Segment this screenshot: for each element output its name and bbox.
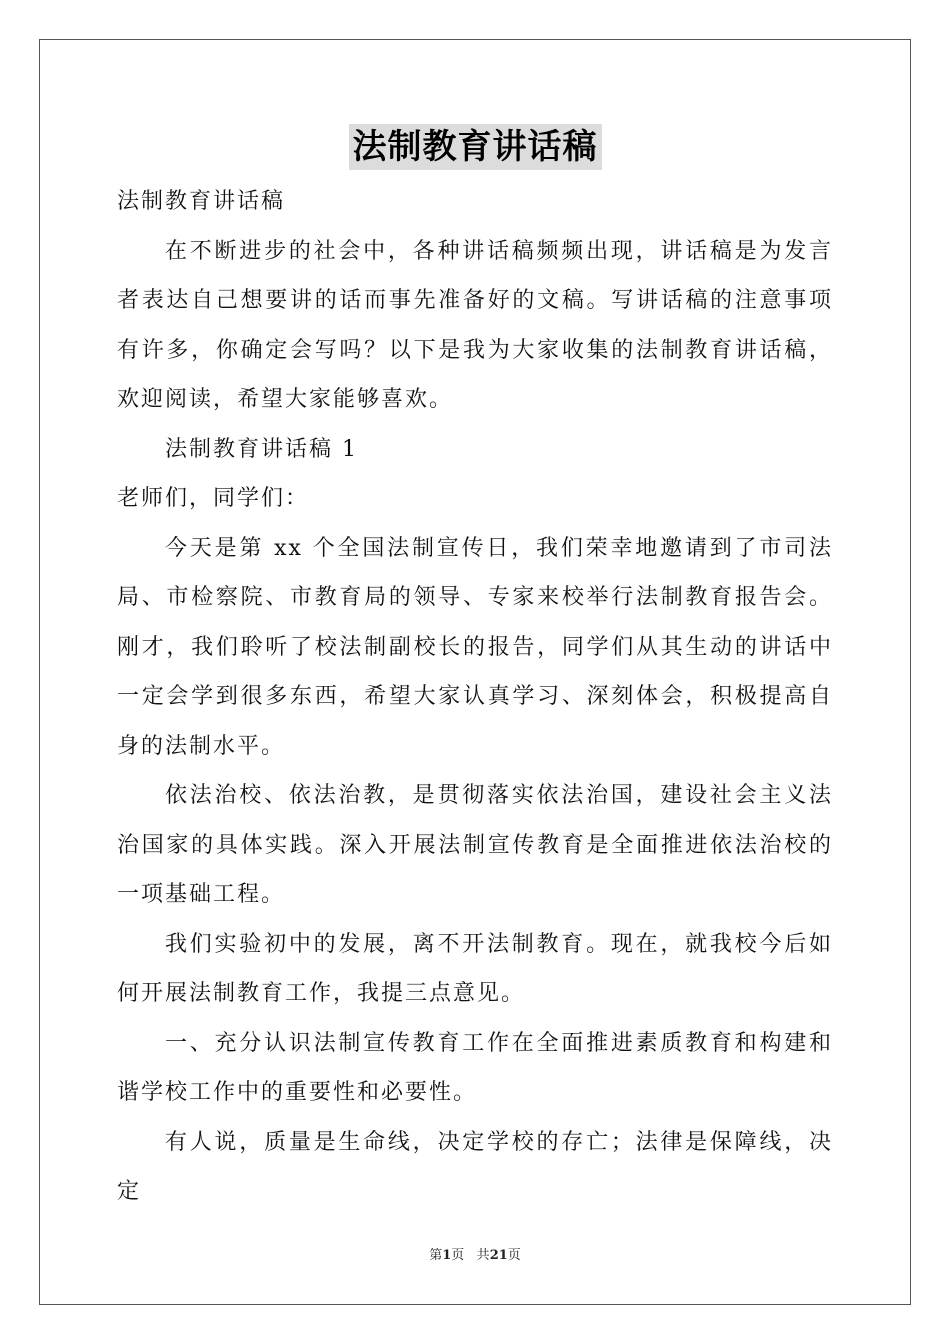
paragraph: 我们实验初中的发展，离不开法制教育。现在，就我校今后如何开展法制教育工作，我提三点意见。 (117, 931, 833, 1006)
total-pages: 21 (489, 1248, 508, 1263)
title-container (0, 124, 950, 170)
document-body (117, 177, 833, 1217)
page-prefix: 第 (429, 1248, 443, 1263)
paragraph: 一、充分认识法制宣传教育工作在全面推进素质教育和构建和谐学校工作中的重要性和必要性。 (117, 1030, 833, 1105)
page-suffix: 页 (451, 1248, 465, 1263)
paragraph: 老师们，同学们： (117, 486, 310, 511)
paragraph: 在不断进步的社会中，各种讲话稿频频出现，讲话稿是为发言者表达自己想要讲的话而事先准备好的文稿。写讲话稿的注意事项有许多，你确定会写吗？以下是我为大家收集的法制教育讲话稿，欢迎阅读，希望大家能够喜欢。 (117, 238, 833, 412)
paragraph: 法制教育讲话稿 (117, 189, 286, 214)
paragraph: 法制教育讲话稿 1 (165, 436, 358, 462)
paragraph: 今天是第 xx 个全国法制宣传日，我们荣幸地邀请到了市司法局、市检察院、市教育局的领导、专家来校举行法制教育报告会。刚才，我们聆听了校法制副校长的报告，同学们从其生动的讲话中一定会学到很多东西，希望大家认真学习、深刻体会，积极提高自身的法制水平。 (117, 535, 833, 759)
document-title: 法制教育讲话稿 (349, 124, 602, 170)
paragraph: 有人说，质量是生命线，决定学校的存亡；法律是保障线，决定 (117, 1129, 833, 1204)
total-suffix: 页 (507, 1248, 521, 1263)
total-prefix: 共 (476, 1248, 490, 1263)
paragraph: 依法治校、依法治教，是贯彻落实依法治国，建设社会主义法治国家的具体实践。深入开展法制宣传教育是全面推进依法治校的一项基础工程。 (117, 783, 833, 907)
page-number: 1 (442, 1248, 452, 1263)
page-footer (0, 1244, 950, 1263)
